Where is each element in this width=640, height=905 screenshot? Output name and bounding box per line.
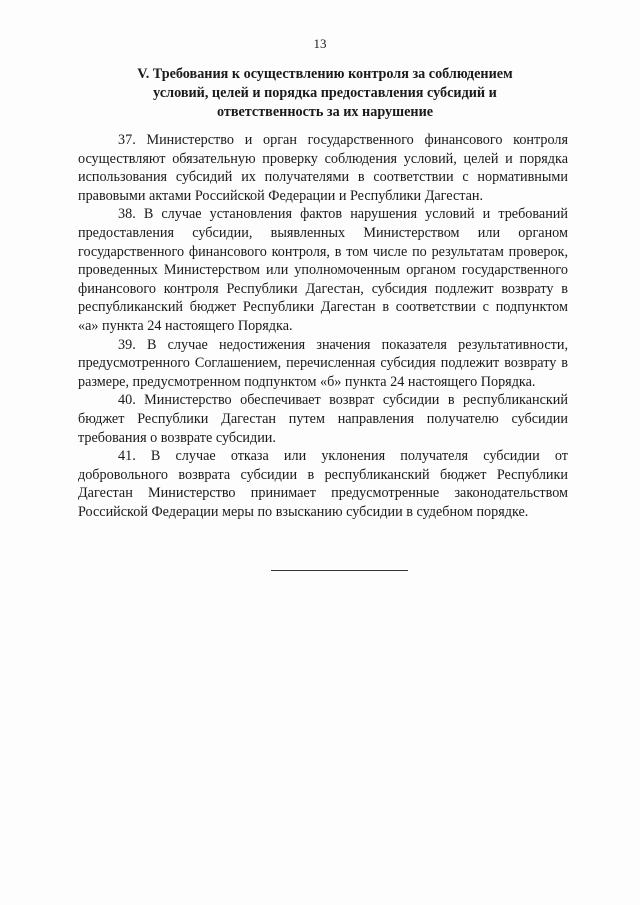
page-number: 13 xyxy=(313,36,327,51)
paragraph-37: 37. Министерство и орган государственного финансового контроля осуществляют обязательную проверку соблюдения условий, целей и порядка использования субсидий их получателями в соответствии с нормативными правовыми актами Российской Федерации и Республики Дагестан. xyxy=(78,132,568,204)
section-title xyxy=(120,65,530,122)
section-title-line: V. Требования к осуществлению контроля за соблюдением xyxy=(137,66,513,82)
paragraph-38: 38. В случае установления фактов нарушения условий и требований предоставления субсидии, выявленных Министерством или органом государственного финансового контроля, в том числе по результатам проверок, проведенных Министерством или уполномоченным органом государственного финансового контроля Республики Дагестан, субсидия подлежит возврату в республиканский бюджет Республики Дагестан в соответствии с подпунктом «а» пункта 24 настоящего Порядка. xyxy=(78,206,568,334)
section-title-line: ответственность за их нарушение xyxy=(216,104,434,120)
paragraph-39: 39. В случае недостижения значения показателя результативности, предусмотренного Соглашением, перечисленная субсидия подлежит возврату в размере, предусмотренном подпунктом «б» пункта 24 настоящего Порядка. xyxy=(78,336,568,390)
paragraph-40: 40. Министерство обеспечивает возврат субсидии в республиканский бюджет Республики Дагестан путем направления получателю субсидии требования о возврате субсидии. xyxy=(78,392,568,446)
paragraph-41: 41. В случае отказа или уклонения получателя субсидии от добровольного возврата субсидии в республиканский бюджет Республики Дагестан Министерство принимает предусмотренные законодательством Российской Федерации меры по взысканию субсидии в судебном порядке. xyxy=(78,448,568,520)
document-body xyxy=(78,131,568,521)
closing-divider-line xyxy=(271,570,408,571)
section-title-line: условий, целей и порядка предоставления субсидий и xyxy=(153,85,497,101)
